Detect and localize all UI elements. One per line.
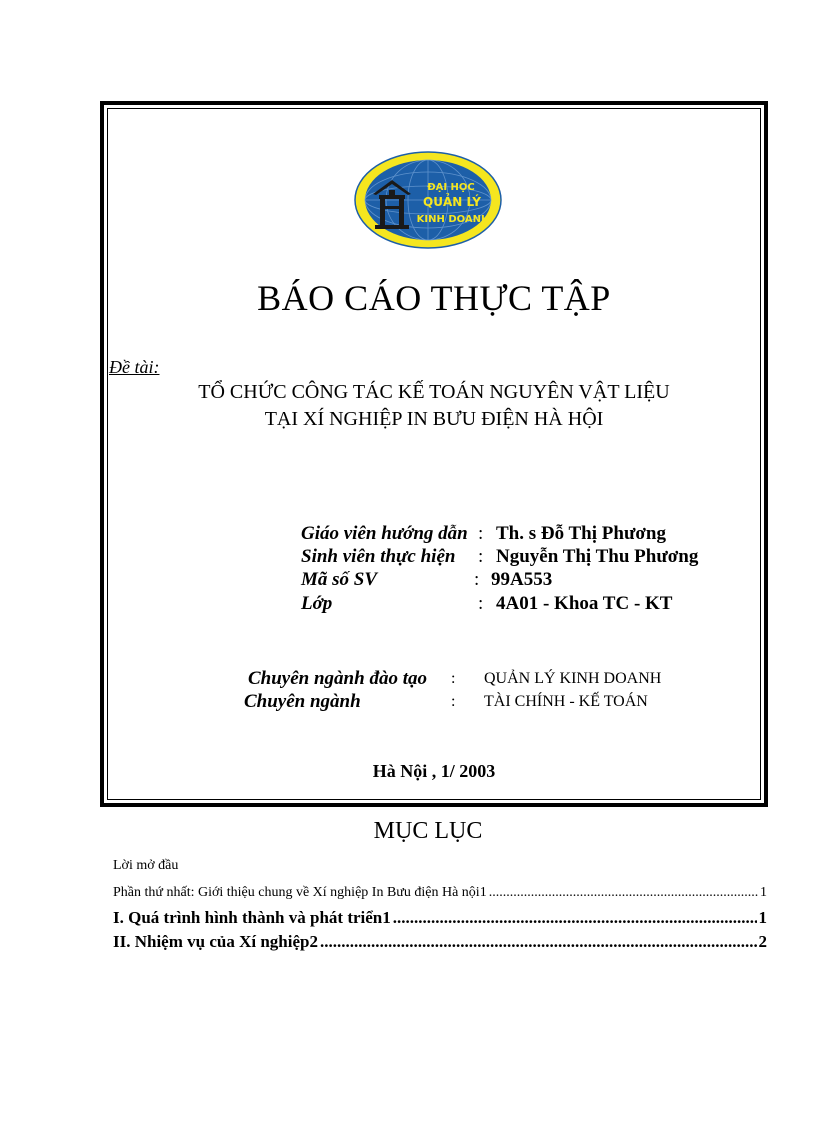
- major-value-specialization: TÀI CHÍNH - KẾ TOÁN: [484, 693, 648, 710]
- toc-entry-text: I. Quá trình hình thành và phát triển1: [113, 908, 391, 927]
- topic-line-1: TỔ CHỨC CÔNG TÁC KẾ TOÁN NGUYÊN VẬT LIỆU: [198, 381, 670, 403]
- toc-entry-page: 1: [760, 885, 767, 900]
- toc-entry: [113, 932, 767, 952]
- toc-intro: Lời mở đầu: [113, 858, 179, 873]
- toc-entry-text: II. Nhiệm vụ của Xí nghiệp2: [113, 932, 318, 951]
- toc-entry: [113, 885, 767, 901]
- info-colon: :: [478, 593, 484, 614]
- info-label-student-id: Mã số SV: [301, 569, 378, 590]
- info-colon: :: [474, 569, 480, 590]
- info-value-student: Nguyễn Thị Thu Phương: [496, 546, 699, 567]
- info-value-supervisor: Th. s Đỗ Thị Phương: [496, 523, 666, 544]
- major-label-specialization: Chuyên ngành: [244, 691, 361, 712]
- topic-label: Đề tài:: [109, 357, 160, 377]
- toc-leader-dots: [489, 885, 758, 901]
- place-date: Hà Nội , 1/ 2003: [372, 761, 496, 781]
- toc-entry-page: 1: [758, 908, 767, 927]
- info-colon: :: [451, 670, 456, 687]
- topic-line-2: TẠI XÍ NGHIỆP IN BƯU ĐIỆN HÀ HỘI: [264, 408, 604, 430]
- toc-entry-text: Phần thứ nhất: Giới thiệu chung về Xí nghiệp In Bưu điện Hà nội1: [113, 885, 487, 900]
- info-label-supervisor: Giáo viên hướng dẫn: [301, 523, 468, 544]
- toc-entry-page: 2: [758, 932, 767, 951]
- toc-leader-dots: [320, 932, 757, 952]
- report-title: BÁO CÁO THỰC TẬP: [257, 278, 611, 318]
- logo-text-line3: KINH DOANH: [416, 214, 490, 225]
- logo-text-line1: ĐẠI HỌC: [427, 182, 475, 193]
- toc-entry: [113, 908, 767, 928]
- info-colon: :: [478, 523, 484, 544]
- info-colon: :: [478, 546, 484, 567]
- toc-title: MỤC LỤC: [373, 818, 483, 844]
- logo-text-line2: QUẢN LÝ: [423, 195, 481, 209]
- info-value-class: 4A01 - Khoa TC - KT: [496, 593, 673, 614]
- info-label-class: Lớp: [301, 593, 333, 614]
- info-colon: :: [451, 693, 456, 710]
- major-label-training: Chuyên ngành đào tạo: [248, 668, 427, 689]
- info-label-student: Sinh viên thực hiện: [301, 546, 456, 567]
- university-logo: [353, 150, 503, 250]
- major-value-training: QUẢN LÝ KINH DOANH: [484, 670, 662, 687]
- cover-page-frame: [100, 101, 768, 807]
- toc-leader-dots: [393, 908, 757, 928]
- info-value-student-id: 99A553: [491, 569, 553, 590]
